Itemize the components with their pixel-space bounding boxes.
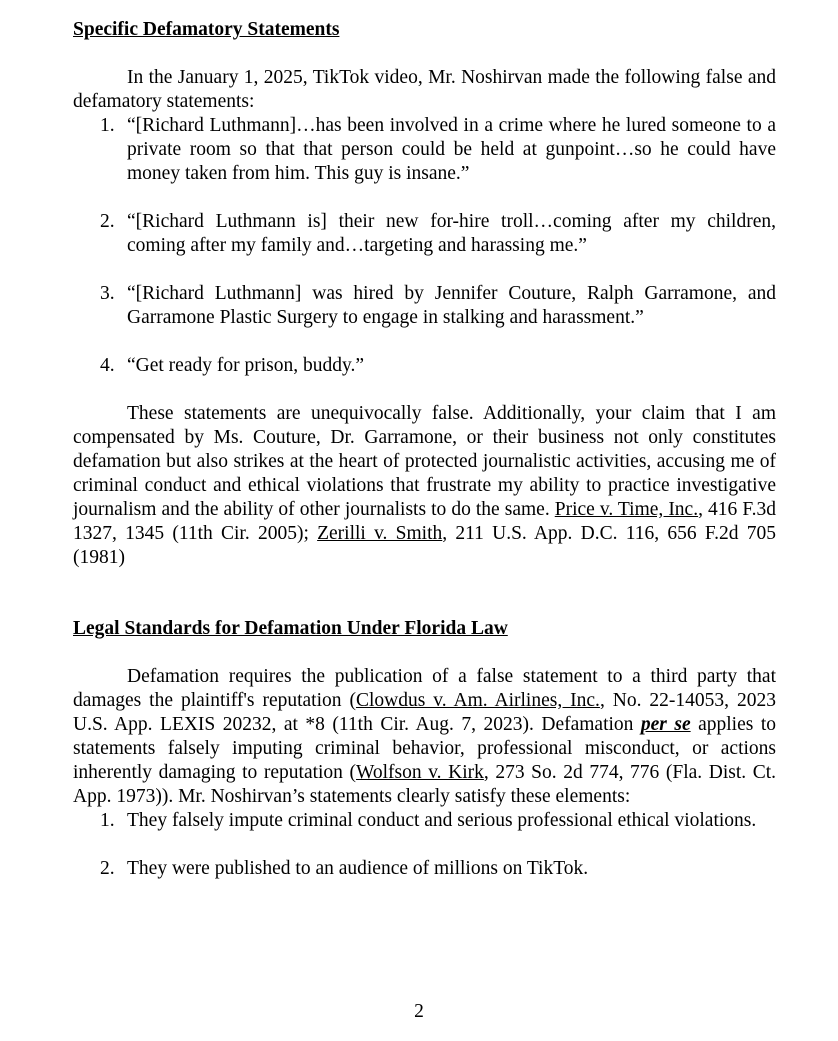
list-item-text: “[Richard Luthmann is] their new for-hire troll…coming after my children, coming after my family and…targeting and harassing me.” [127, 211, 776, 256]
list-item [73, 857, 776, 881]
section-heading-defamatory-statements: Specific Defamatory Statements [73, 19, 340, 40]
case-citation-price: Price v. Time, Inc. [554, 499, 699, 520]
list-item [73, 210, 776, 258]
list-number: 1. [100, 810, 115, 831]
case-citation-wolfson: Wolfson v. Kirk [356, 762, 484, 783]
list-number: 1. [100, 115, 115, 136]
list-item [73, 809, 776, 833]
list-item [73, 114, 776, 186]
list-item-text: They falsely impute criminal conduct and serious professional ethical violations. [127, 810, 757, 831]
closing-text: These statements are unequivocally false. Additionally, your claim that I am compensated by Ms. Couture, Dr. Garramone, or their business not only constitutes defamation but also strikes at the heart of protected journalistic activities, accusing me of criminal conduct and ethical violations that frustrate my ability to practice investigative journalism and the ability of other journalists to do the same. [73, 403, 776, 520]
paragraph-text: , No. 22-14053, 2023 U.S. App. LEXIS 20232, at *8 (11th Cir. Aug. 7, 2023). Defamation [73, 690, 776, 735]
list-item-text: “[Richard Luthmann]…has been involved in a crime where he lured someone to a private room so that that person could be held at gunpoint…so he could have money taken from him. This guy is insane.” [127, 115, 776, 184]
elements-list [73, 809, 776, 881]
list-item-text: They were published to an audience of millions on TikTok. [127, 858, 589, 879]
page-number: 2 [414, 1001, 424, 1022]
paragraph-text: applies to statements falsely imputing criminal behavior, professional misconduct, or actions inherently damaging to reputation ( [73, 714, 776, 783]
citation-text: , 211 U.S. App. D.C. 116, 656 F.2d 705 (1981) [73, 523, 776, 568]
case-citation-clowdus: Clowdus v. Am. Airlines, Inc. [355, 690, 600, 711]
list-number: 2. [100, 858, 115, 879]
emphasis-per-se: per se [640, 714, 691, 735]
list-item-text: “Get ready for prison, buddy.” [127, 355, 364, 376]
list-number: 2. [100, 211, 115, 232]
list-item [73, 282, 776, 330]
paragraph-text: , 273 So. 2d 774, 776 (Fla. Dist. Ct. App. 1973)). Mr. Noshirvan’s statements clearly satisfy these elements: [73, 762, 777, 807]
citation-text: , 416 F.3d 1327, 1345 (11th Cir. 2005); [73, 499, 776, 544]
case-citation-zerilli: Zerilli v. Smith [317, 523, 443, 544]
list-item [73, 354, 776, 378]
list-item-text: “[Richard Luthmann] was hired by Jennifer Couture, Ralph Garramone, and Garramone Plastic Surgery to engage in stalking and harassment.” [127, 283, 776, 328]
statements-list [73, 114, 776, 378]
closing-paragraph [73, 402, 776, 570]
list-number: 3. [100, 283, 115, 304]
section-heading-legal-standards: Legal Standards for Defamation Under Florida Law [73, 618, 508, 639]
list-number: 4. [100, 355, 115, 376]
paragraph-text: Defamation requires the publication of a false statement to a third party that damages the plaintiff's reputation ( [73, 666, 776, 711]
intro-paragraph: In the January 1, 2025, TikTok video, Mr. Noshirvan made the following false and defamatory statements: [73, 67, 776, 112]
legal-standards-paragraph [73, 665, 776, 809]
